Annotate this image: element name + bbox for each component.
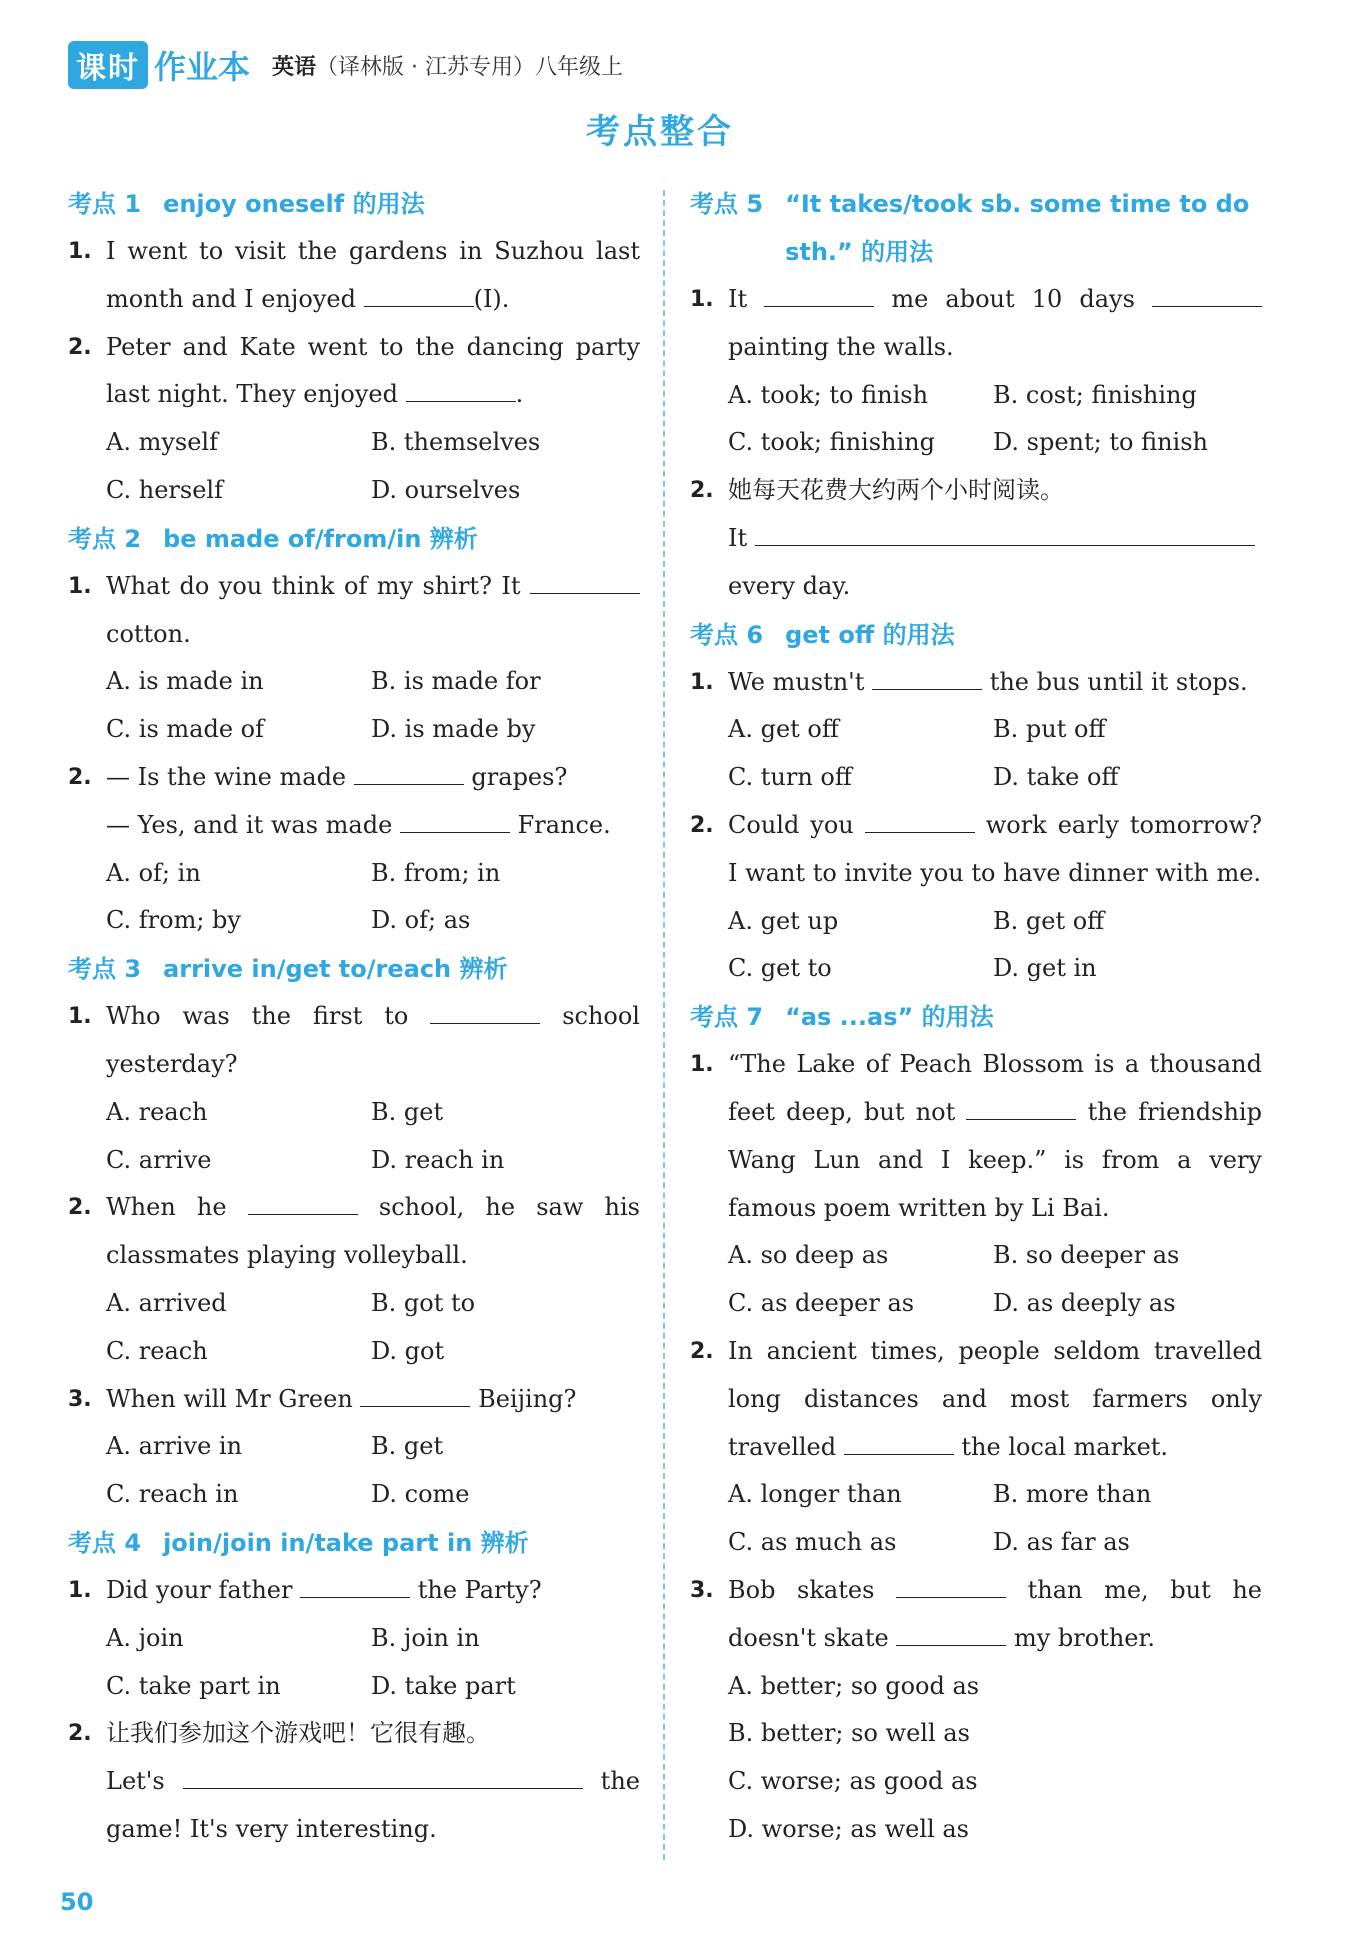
option[interactable]: B. get	[371, 1432, 444, 1461]
header-subject: 英语	[272, 54, 317, 80]
options	[68, 419, 640, 515]
question: 2. — Is the wine made grapes? — Yes, and it was made France.	[68, 754, 640, 850]
option[interactable]: D. as far as	[993, 1528, 1130, 1557]
answer-blank[interactable]	[530, 565, 640, 594]
option[interactable]: D. as deeply as	[993, 1289, 1176, 1318]
answer-blank[interactable]	[1152, 278, 1262, 307]
option[interactable]: D. reach in	[371, 1145, 505, 1174]
section-heading: 考点 5 “It takes/took sb. some time to do sth.” 的用法	[690, 190, 1250, 266]
option[interactable]: D. take part	[371, 1671, 516, 1700]
right-column	[690, 180, 1262, 1854]
answer-blank[interactable]	[360, 1378, 470, 1407]
answer-blank[interactable]	[896, 1617, 1006, 1646]
option[interactable]: A. better; so good as	[728, 1671, 980, 1700]
option[interactable]: C. is made of	[106, 715, 264, 744]
option[interactable]: D. come	[371, 1480, 470, 1509]
option[interactable]: C. arrive	[106, 1145, 212, 1174]
option[interactable]: C. as much as	[728, 1528, 897, 1557]
answer-blank[interactable]	[183, 1760, 583, 1789]
option[interactable]: A. reach	[106, 1097, 208, 1126]
answer-blank[interactable]	[354, 756, 464, 785]
options	[68, 1615, 640, 1711]
option[interactable]: A. arrive in	[106, 1432, 243, 1461]
option[interactable]: D. worse; as well as	[728, 1814, 969, 1843]
brand-logo: 课时	[68, 41, 148, 89]
answer-blank[interactable]	[400, 804, 510, 833]
question: 2. Could you work early tomorrow? I want to invite you to have dinner with me.	[690, 802, 1262, 898]
answer-blank[interactable]	[844, 1426, 954, 1455]
answer-blank[interactable]	[966, 1091, 1076, 1120]
section-heading: 考点 7 “as ...as” 的用法	[690, 1003, 994, 1032]
question: 1. “The Lake of Peach Blossom is a thousand feet deep, but not the friendship Wang Lun and I keep.” is from a very famous poem written by Li Bai.	[690, 1050, 1262, 1222]
question: 2. 让我们参加这个游戏吧！它很有趣。 Let's the game! It's very interesting.	[68, 1719, 640, 1843]
column-divider	[663, 190, 665, 1860]
answer-blank[interactable]	[865, 804, 975, 833]
page-header	[68, 40, 623, 90]
header-grade: 八年级上	[535, 54, 624, 80]
option[interactable]: B. themselves	[371, 428, 541, 457]
option[interactable]: A. myself	[106, 428, 218, 457]
option[interactable]: B. so deeper as	[993, 1241, 1180, 1270]
options	[690, 898, 1262, 994]
option[interactable]: C. as deeper as	[728, 1289, 915, 1318]
option[interactable]: C. reach in	[106, 1480, 239, 1509]
option[interactable]: A. longer than	[728, 1480, 902, 1509]
option[interactable]: A. of; in	[106, 858, 201, 887]
option[interactable]: A. so deep as	[728, 1241, 889, 1270]
section-heading: 考点 3 arrive in/get to/reach 辨析	[68, 955, 508, 984]
question: 1. I went to visit the gardens in Suzhou last month and I enjoyed (I).	[68, 237, 640, 313]
option[interactable]: B. is made for	[371, 667, 541, 696]
option[interactable]: D. ourselves	[371, 475, 521, 504]
section-heading: 考点 6 get off 的用法	[690, 620, 955, 649]
brand-name: 作业本	[154, 48, 251, 86]
option[interactable]: B. more than	[993, 1480, 1152, 1509]
option[interactable]: A. get up	[728, 906, 839, 935]
option[interactable]: A. is made in	[106, 667, 264, 696]
option[interactable]: B. cost; finishing	[993, 380, 1197, 409]
page-number: 50	[60, 1888, 94, 1916]
option[interactable]: C. from; by	[106, 906, 241, 935]
header-edition: （译林版 · 江苏专用）	[316, 54, 536, 80]
option[interactable]: B. better; so well as	[728, 1719, 970, 1748]
option[interactable]: C. turn off	[728, 763, 852, 792]
question: 2. Peter and Kate went to the dancing party last night. They enjoyed .	[68, 332, 640, 409]
answer-blank[interactable]	[300, 1569, 410, 1598]
option[interactable]: B. got to	[371, 1288, 476, 1317]
answer-blank[interactable]	[364, 278, 474, 307]
option[interactable]: B. get off	[993, 906, 1105, 935]
question: 2. When he school, he saw his classmates playing volleyball.	[68, 1184, 640, 1280]
options	[690, 372, 1262, 468]
options	[690, 1663, 1262, 1854]
options	[68, 850, 640, 946]
answer-blank[interactable]	[248, 1186, 358, 1215]
options	[68, 1089, 640, 1185]
option[interactable]: A. join	[106, 1623, 184, 1652]
answer-blank[interactable]	[896, 1569, 1006, 1598]
option[interactable]: D. of; as	[371, 906, 471, 935]
option[interactable]: A. get off	[728, 715, 839, 744]
option[interactable]: C. get to	[728, 954, 832, 983]
answer-blank[interactable]	[764, 278, 874, 307]
question: 1. We mustn't the bus until it stops.	[690, 659, 1262, 707]
options	[68, 658, 640, 754]
section-heading: 考点 2 be made of/from/in 辨析	[68, 524, 478, 553]
option[interactable]: D. spent; to finish	[993, 428, 1208, 457]
answer-blank[interactable]	[755, 517, 1255, 546]
option[interactable]: C. took; finishing	[728, 428, 935, 457]
question: 1. What do you think of my shirt? It cotton.	[68, 563, 640, 659]
option[interactable]: D. got	[371, 1336, 445, 1365]
option[interactable]: B. get	[371, 1097, 444, 1126]
options	[690, 1232, 1262, 1328]
question: 2. 她每天花费大约两个小时阅读。 It every day.	[690, 467, 1262, 610]
section-heading: 考点 4 join/join in/take part in 辨析	[68, 1528, 529, 1557]
answer-blank[interactable]	[430, 995, 540, 1024]
question: 1. It me about 10 days painting the walls.	[690, 276, 1262, 372]
option[interactable]: B. join in	[371, 1623, 480, 1652]
question: 2. In ancient times, people seldom travelled long distances and most farmers only travelled the local market.	[690, 1336, 1262, 1461]
options	[68, 1423, 640, 1519]
option[interactable]: D. is made by	[371, 715, 536, 744]
options	[690, 706, 1262, 802]
option[interactable]: D. get in	[993, 954, 1097, 983]
option[interactable]: C. worse; as good as	[728, 1767, 978, 1796]
section-heading: 考点 1 enjoy oneself 的用法	[68, 190, 425, 218]
option[interactable]: C. reach	[106, 1336, 208, 1365]
question: 1. Who was the first to school yesterday?	[68, 993, 640, 1089]
options	[690, 1471, 1262, 1567]
answer-blank[interactable]	[872, 661, 982, 690]
option[interactable]: B. from; in	[371, 858, 501, 887]
question: 3. When will Mr Green Beijing?	[68, 1376, 640, 1424]
options	[68, 1280, 640, 1376]
option[interactable]: A. took; to finish	[728, 380, 929, 409]
option[interactable]: A. arrived	[106, 1288, 227, 1317]
option[interactable]: B. put off	[993, 715, 1106, 744]
question: 3. Bob skates than me, but he doesn't skate my brother.	[690, 1567, 1262, 1663]
page-title: 考点整合	[586, 112, 734, 152]
option[interactable]: D. take off	[993, 763, 1119, 792]
option[interactable]: C. herself	[106, 475, 223, 504]
answer-blank[interactable]	[406, 373, 516, 402]
question: 1. Did your father the Party?	[68, 1567, 640, 1615]
option[interactable]: C. take part in	[106, 1671, 281, 1700]
left-column	[68, 180, 640, 1854]
